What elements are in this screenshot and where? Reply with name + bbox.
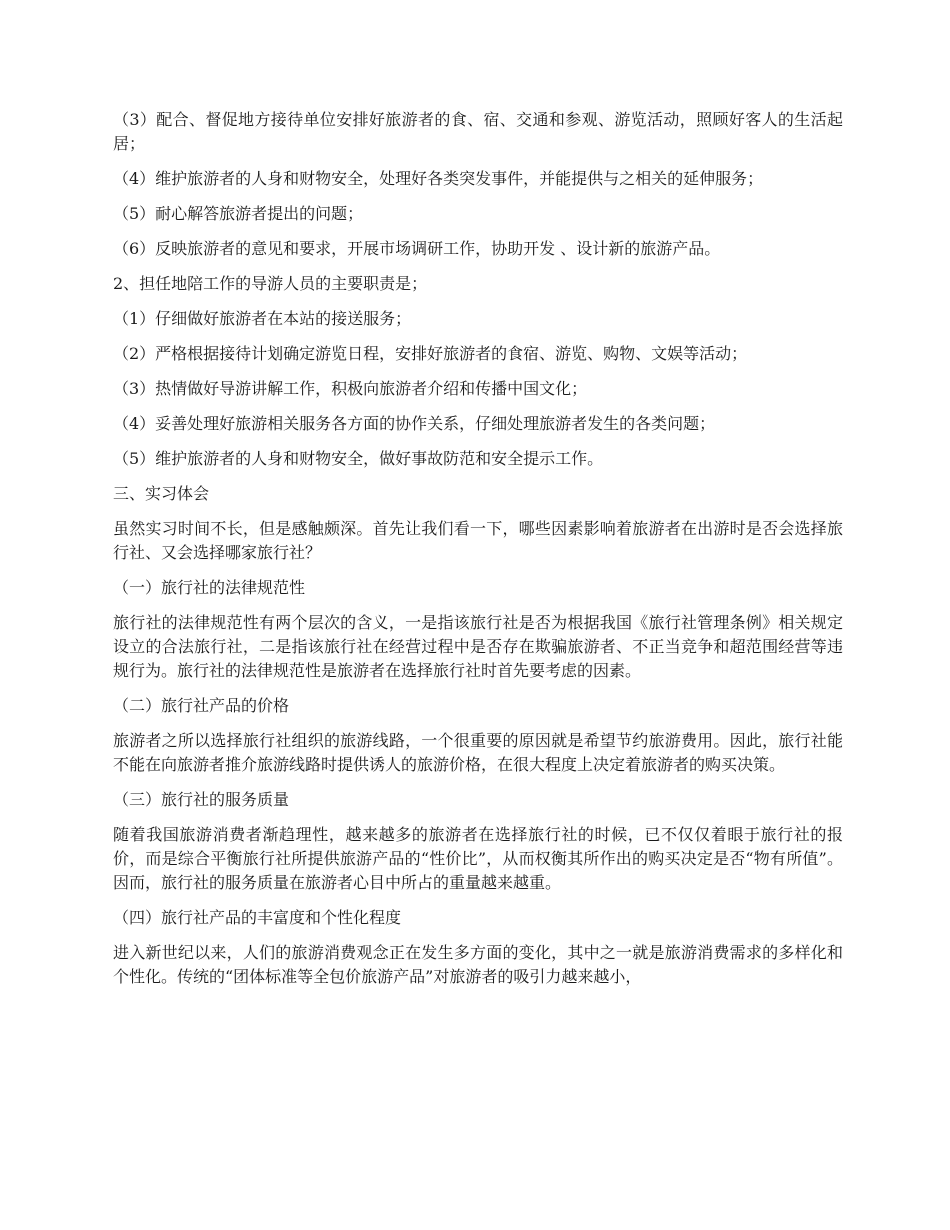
local-guide-item-4: （4）妥善处理好旅游相关服务各方面的协作关系，仔细处理旅游者发生的各类问题；	[113, 414, 716, 433]
service-paragraph: 随着我国旅游消费者渐趋理性，越来越多的旅游者在选择旅行社的时候，已不仅仅着眼于旅行社的报价，而是综合平衡旅行社所提供旅游产品的“性价比”，从而权衡其所作出的购买决定是否“物有所值”。因而，旅行社的服务质量在旅游者心目中所占的重量越来越重。	[113, 825, 843, 892]
legal-paragraph: 旅行社的法律规范性有两个层次的含义，一是指该旅行社是否为根据我国《旅行社管理条例》相关规定设立的合法旅行社，二是指该旅行社在经营过程中是否存在欺骗旅游者、不正当竞争和超范围经营等违规行为。旅行社的法律规范性是旅游者在选择旅行社时首先要考虑的因素。	[113, 613, 843, 680]
subheading-price: （二）旅行社产品的价格	[113, 696, 290, 715]
local-guide-item-3: （3）热情做好导游讲解工作，积极向旅游者介绍和传播中国文化；	[113, 379, 588, 398]
duty-item-4: （4）维护旅游者的人身和财物安全，处理好各类突发事件，并能提供与之相关的延伸服务；	[113, 169, 764, 188]
duty-item-6: （6）反映旅游者的意见和要求，开展市场调研工作，协助开发 、设计新的旅游产品。	[113, 239, 721, 258]
price-paragraph: 旅游者之所以选择旅行社组织的旅游线路，一个很重要的原因就是希望节约旅游费用。因此，旅行社能不能在向旅游者推介旅游线路时提供诱人的旅游价格，在很大程度上决定着旅游者的购买决策。	[113, 731, 843, 774]
subheading-service: （三）旅行社的服务质量	[113, 790, 290, 809]
subheading-variety: （四）旅行社产品的丰富度和个性化程度	[113, 908, 402, 927]
document-body	[113, 108, 843, 1000]
local-guide-item-2: （2）严格根据接待计划确定游览日程，安排好旅游者的食宿、游览、购物、文娱等活动；	[113, 344, 748, 363]
local-guide-item-5: （5）维护旅游者的人身和财物安全，做好事故防范和安全提示工作。	[113, 449, 604, 468]
internship-intro: 虽然实习时间不长，但是感触颇深。首先让我们看一下，哪些因素影响着旅游者在出游时是否会选择旅行社、又会选择哪家旅行社？	[113, 519, 843, 562]
duty-item-5: （5）耐心解答旅游者提出的问题；	[113, 204, 364, 223]
variety-paragraph: 进入新世纪以来，人们的旅游消费观念正在发生多方面的变化，其中之一就是旅游消费需求的多样化和个性化。传统的“团体标准等全包价旅游产品”对旅游者的吸引力越来越小，	[113, 943, 843, 986]
section-heading-internship: 三、实习体会	[113, 484, 210, 503]
duty-item-3: （3）配合、督促地方接待单位安排好旅游者的食、宿、交通和参观、游览活动，照顾好客人的生活起居；	[113, 110, 843, 153]
section-heading-local-guide: 2、担任地陪工作的导游人员的主要职责是；	[113, 274, 428, 293]
local-guide-item-1: （1）仔细做好旅游者在本站的接送服务；	[113, 309, 412, 328]
subheading-legal: （一）旅行社的法律规范性	[113, 578, 306, 597]
